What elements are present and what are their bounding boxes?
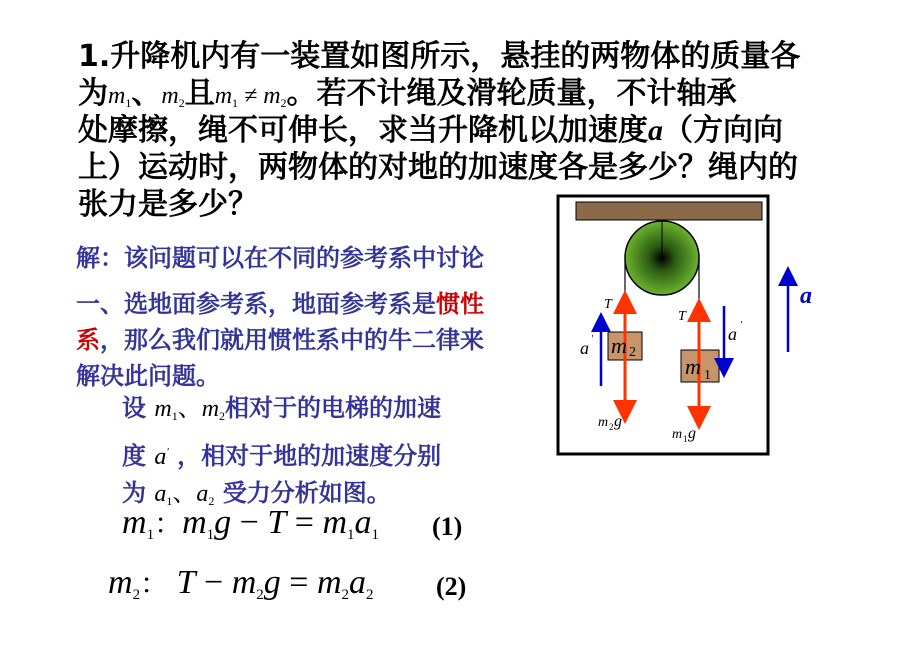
label-aprime-left: a <box>580 338 589 358</box>
label-T-left: T <box>604 297 612 312</box>
setup-line-3: 为 $a_1$、$a_2$ 受力分析如图。 <box>122 479 391 508</box>
block-m1-label: m <box>685 354 701 379</box>
problem-line-1: 1.升降机内有一装置如图所示，悬挂的两物体的质量各 <box>78 39 801 74</box>
ceiling-beam <box>576 202 762 220</box>
problem-line-4: 上）运动时，两物体的对地的加速度各是多少？绳内的 <box>78 150 798 185</box>
equation-1: m1：m1g − T = m1a1 <box>122 504 379 543</box>
label-m2g-m: m <box>598 415 609 430</box>
solution-line-3: 系，那么我们就用惯性系中的牛二律来 <box>76 326 484 354</box>
label-m1g-sub: 1 <box>683 434 688 444</box>
m2-symbol: $m_2$ <box>161 83 185 110</box>
solution-text <box>76 238 536 396</box>
block-m2-label: m <box>611 333 627 358</box>
label-m1g-g: g <box>688 425 696 442</box>
solution-line-4: 解决此问题。 <box>76 362 220 390</box>
label-aprime-right-prime: ' <box>740 320 743 331</box>
label-aprime-left-prime: ' <box>591 334 594 345</box>
solution-line-1: 解：该问题可以在不同的参考系中讨论 <box>76 244 484 272</box>
equation-2-number: (2) <box>436 572 467 601</box>
m1-neq-m2: $m_1 \ne m_2$ <box>214 83 287 110</box>
problem-line-3: 处摩擦，绳不可伸长，求当升降机以加速度a（方向向 <box>78 113 783 148</box>
setup-line-1: 设 $m_1$、$m_2$相对于的电梯的加速 <box>122 394 442 423</box>
label-aprime-right: a <box>728 324 737 344</box>
elevator-diagram <box>550 190 830 460</box>
label-m2g-sub: 2 <box>609 422 614 432</box>
label-m1g-m: m <box>672 427 683 442</box>
label-elevator-a: a <box>800 283 812 309</box>
equation-2: m2： T − m2g = m2a2 <box>108 564 374 603</box>
problem-line-5: 张力是多少？ <box>78 187 258 222</box>
equation-1-number: (1) <box>432 512 463 541</box>
block-m2-sub: 2 <box>629 345 636 360</box>
accel-symbol: a <box>648 114 663 147</box>
setup-line-2: 度 a' ，相对于地的加速度分别 <box>122 442 442 470</box>
label-T-right: T <box>678 309 686 324</box>
problem-line-2: 为$m_1$、$m_2$且$m_1 \ne m_2$。若不计绳及滑轮质量，不计轴承 <box>78 76 737 111</box>
solution-line-2: 一、选地面参考系，地面参考系是惯性 <box>76 290 484 318</box>
block-m1-sub: 1 <box>704 368 711 383</box>
label-m2g-g: g <box>614 413 622 430</box>
m1-symbol: $m_1$ <box>108 83 132 110</box>
